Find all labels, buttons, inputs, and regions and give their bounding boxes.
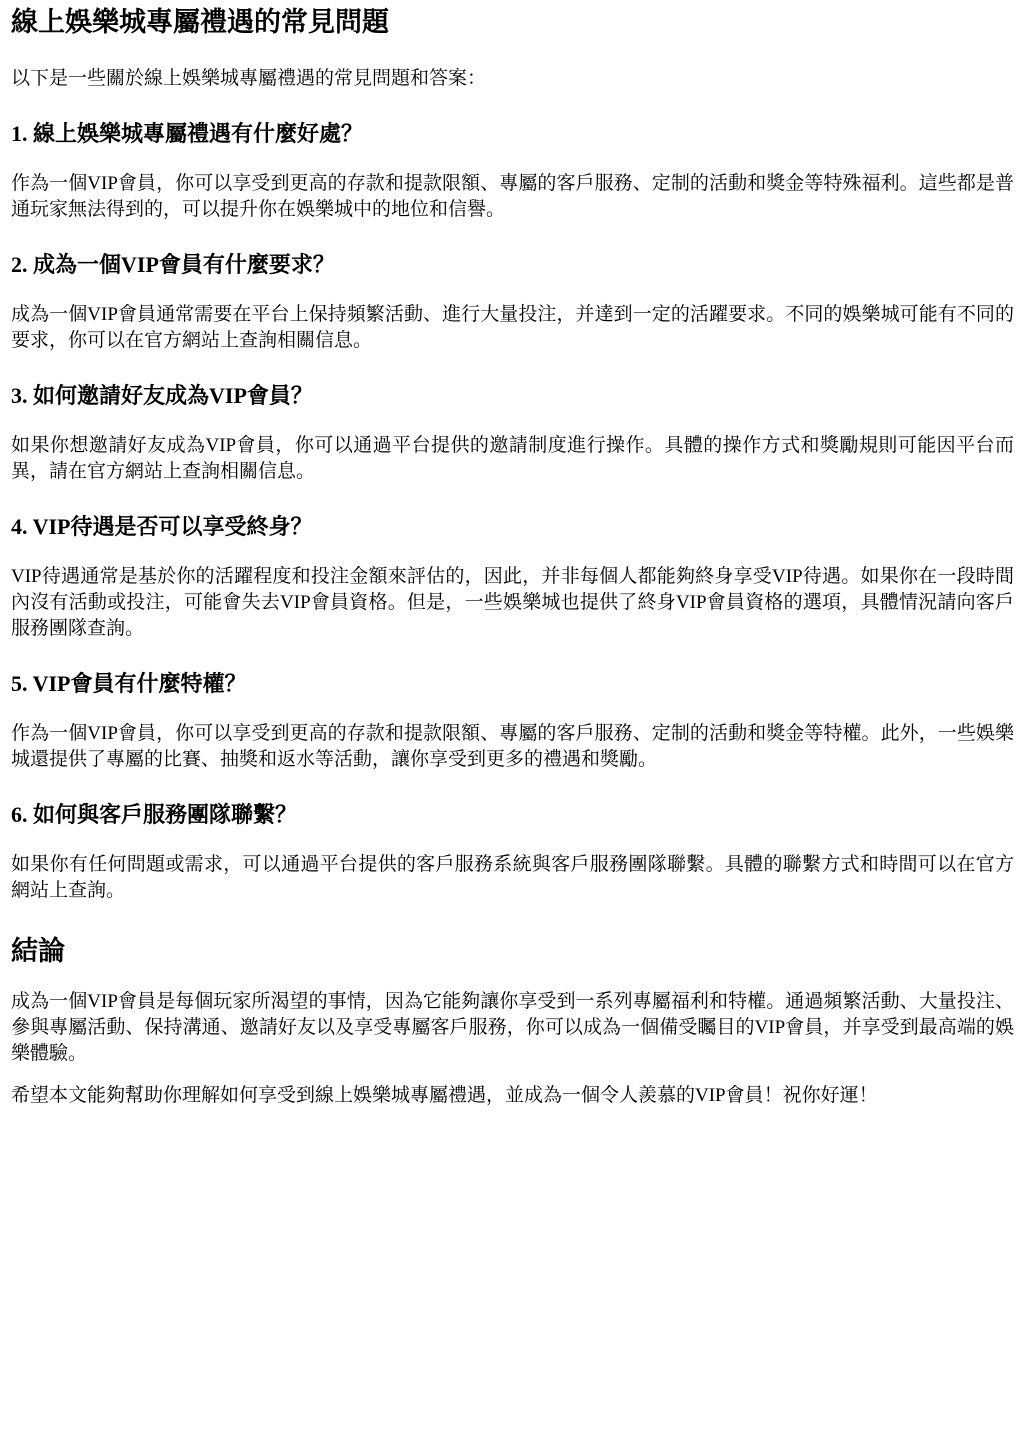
faq-question-1: 1. 線上娛樂城專屬禮遇有什麼好處？ [11,121,364,146]
faq-answer-4: VIP待遇通常是基於你的活躍程度和投注金額來評估的，因此，并非每個人都能夠終身享受VIP待遇。如果你在一段時間內沒有活動或投注，可能會失去VIP會員資格。但是，一些娛樂城也提供了終身VIP會員資格的選項，具體情況請向客戶服務團隊查詢。 [11,566,1014,639]
faq-item-5 [11,669,1014,773]
faq-answer-1: 作為一個VIP會員，你可以享受到更高的存款和提款限額、專屬的客戶服務、定制的活動和獎金等特殊福利。這些都是普通玩家無法得到的，可以提升你在娛樂城中的地位和信譽。 [11,173,1014,220]
document-page [11,0,1014,1109]
faq-answer-6: 如果你有任何問題或需求，可以通過平台提供的客戶服務系統與客戶服務團隊聯繫。具體的聯繫方式和時間可以在官方網站上查詢。 [11,854,1014,901]
faq-item-4 [11,512,1014,642]
page-title: 線上娛樂城專屬禮遇的常見問題 [11,7,389,37]
conclusion-paragraph-1: 成為一個VIP會員是每個玩家所渴望的事情，因為它能夠讓你享受到一系列專屬福利和特權。通過頻繁活動、大量投注、參與專屬活動、保持溝通、邀請好友以及享受專屬客戶服務，你可以成為一個備受矚目的VIP會員，并享受到最高端的娛樂體驗。 [11,991,1014,1064]
faq-question-5: 5. VIP會員有什麼特權？ [11,671,247,696]
conclusion-paragraph-2: 希望本文能夠幫助你理解如何享受到線上娛樂城專屬禮遇，並成為一個令人羨慕的VIP會員！祝你好運！ [11,1085,878,1106]
faq-item-6 [11,800,1014,904]
faq-question-4: 4. VIP待遇是否可以享受終身？ [11,514,313,539]
faq-answer-5: 作為一個VIP會員，你可以享受到更高的存款和提款限額、專屬的客戶服務、定制的活動和獎金等特權。此外，一些娛樂城還提供了專屬的比賽、抽獎和返水等活動，讓你享受到更多的禮遇和獎勵。 [11,723,1014,770]
conclusion-heading: 結論 [11,936,65,966]
faq-question-6: 6. 如何與客戶服務團隊聯繫？ [11,802,298,827]
faq-item-3 [11,381,1014,485]
faq-question-3: 3. 如何邀請好友成為VIP會員？ [11,383,313,408]
faq-answer-2: 成為一個VIP會員通常需要在平台上保持頻繁活動、進行大量投注，并達到一定的活躍要求。不同的娛樂城可能有不同的要求，你可以在官方網站上查詢相關信息。 [11,304,1014,351]
faq-item-2 [11,250,1014,354]
faq-question-2: 2. 成為一個VIP會員有什麼要求？ [11,252,335,277]
faq-answer-3: 如果你想邀請好友成為VIP會員，你可以通過平台提供的邀請制度進行操作。具體的操作方式和獎勵規則可能因平台而異，請在官方網站上查詢相關信息。 [11,435,1014,482]
faq-item-1 [11,119,1014,223]
intro-paragraph: 以下是一些關於線上娛樂城專屬禮遇的常見問題和答案： [11,68,487,89]
